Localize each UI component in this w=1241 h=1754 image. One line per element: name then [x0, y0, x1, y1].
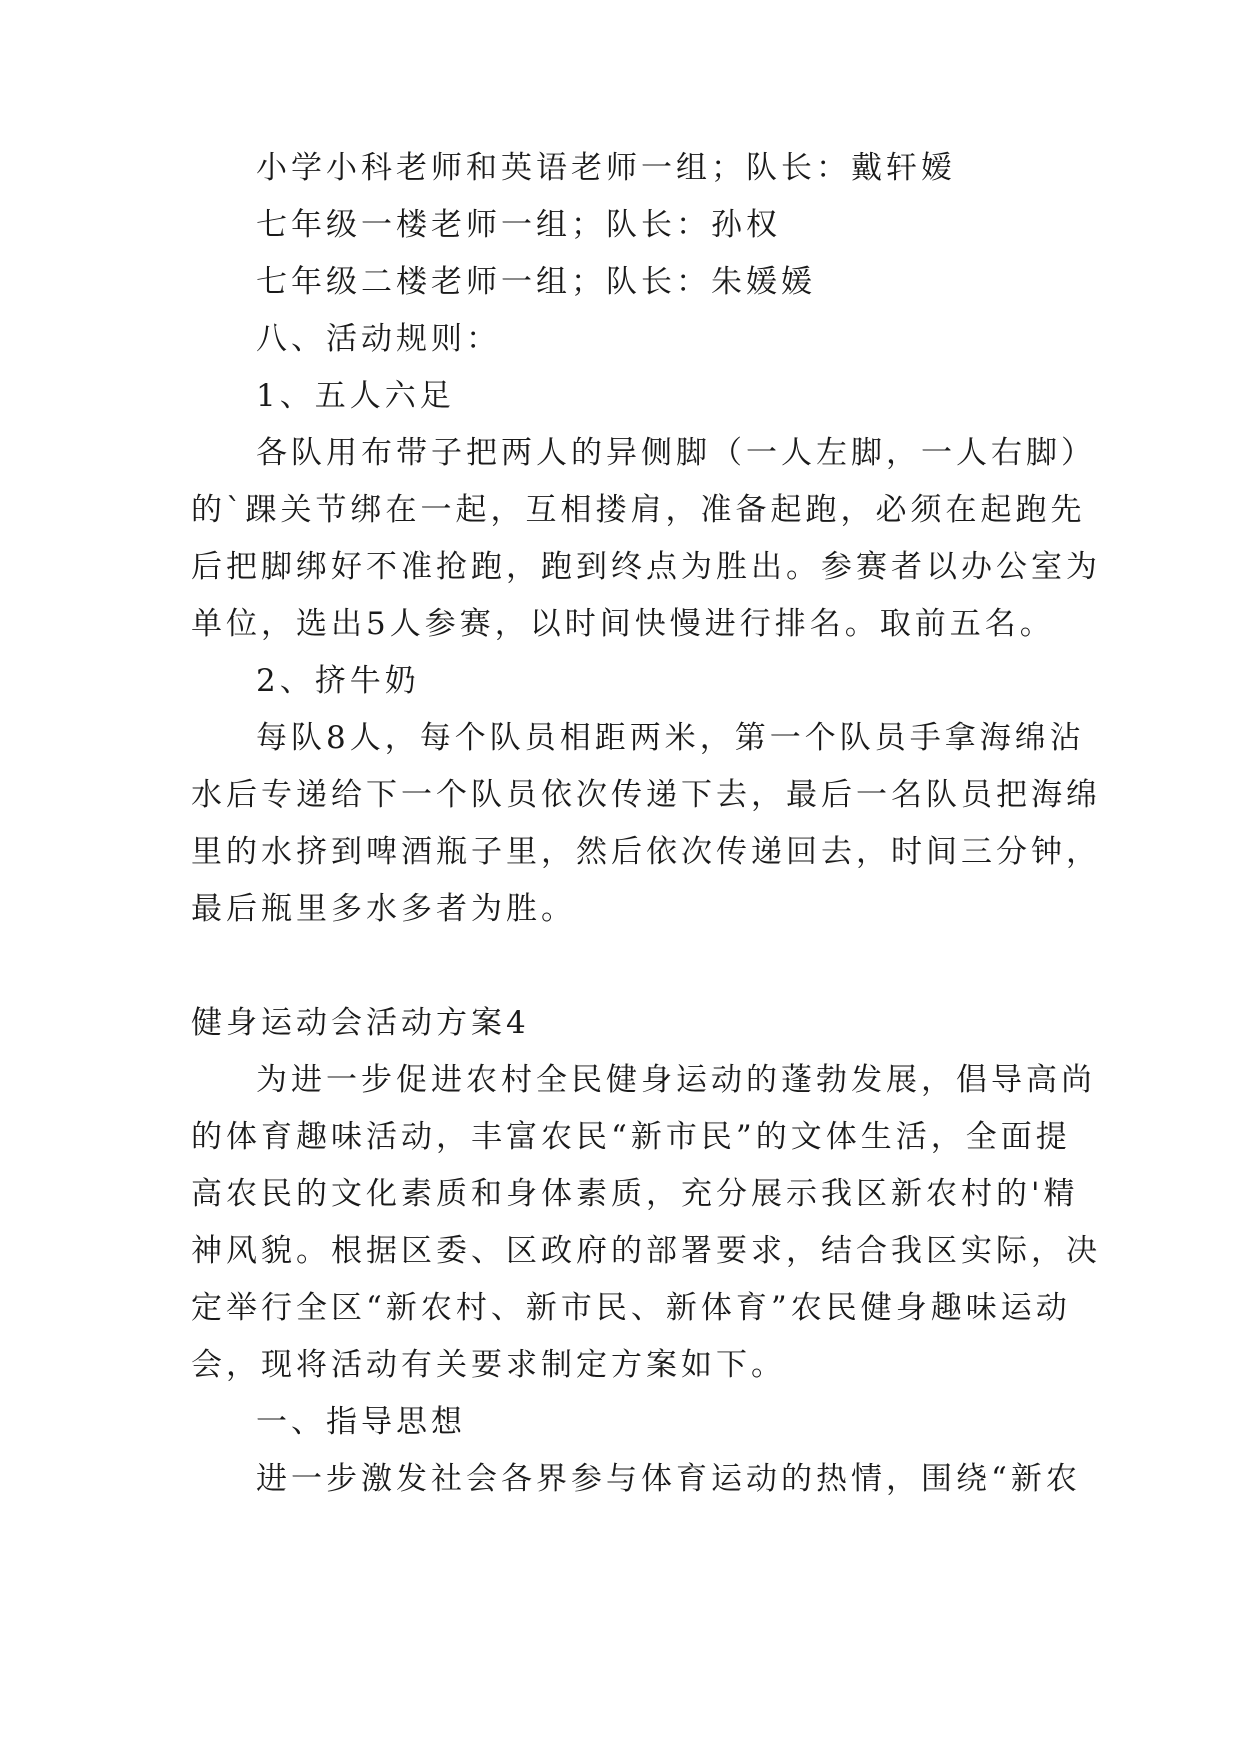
intro-paragraph-line: 会，现将活动有关要求制定方案如下。 [191, 1347, 786, 1383]
team-line: 七年级一楼老师一组；队长：孙权 [256, 207, 781, 243]
intro-paragraph-line: 定举行全区“新农村、新市民、新体育”农民健身趣味运动 [191, 1290, 1071, 1326]
rule1-paragraph-line: 单位，选出5人参赛，以时间快慢进行排名。取前五名。 [191, 606, 1055, 642]
rule2-title: 2、挤牛奶 [256, 663, 420, 699]
guiding-paragraph-line: 进一步激发社会各界参与体育运动的热情，围绕“新农 [256, 1461, 1081, 1497]
intro-paragraph-line: 为进一步促进农村全民健身运动的蓬勃发展，倡导高尚 [256, 1062, 1096, 1098]
rule2-paragraph-line: 每队8人，每个队员相距两米，第一个队员手拿海绵沾 [256, 720, 1085, 756]
intro-paragraph-line: 高农民的文化素质和身体素质，充分展示我区新农村的'精 [191, 1176, 1079, 1212]
section-title: 健身运动会活动方案4 [191, 1005, 530, 1041]
rules-heading: 八、活动规则： [256, 321, 501, 357]
team-line: 七年级二楼老师一组；队长：朱媛媛 [256, 264, 816, 300]
rule2-paragraph-line: 水后专递给下一个队员依次传递下去，最后一名队员把海绵 [191, 777, 1101, 813]
intro-paragraph-line: 神风貌。根据区委、区政府的部署要求，结合我区实际，决 [191, 1233, 1101, 1269]
rule1-paragraph-line: 后把脚绑好不准抢跑，跑到终点为胜出。参赛者以办公室为 [191, 549, 1101, 585]
rule2-paragraph-line: 里的水挤到啤酒瓶子里，然后依次传递回去，时间三分钟， [191, 834, 1101, 870]
guiding-heading: 一、指导思想 [256, 1404, 466, 1440]
rule1-paragraph-line: 各队用布带子把两人的异侧脚（一人左脚，一人右脚） [256, 435, 1096, 471]
team-line: 小学小科老师和英语老师一组；队长：戴轩嫒 [256, 150, 956, 186]
rule2-paragraph-line: 最后瓶里多水多者为胜。 [191, 891, 576, 927]
rule1-paragraph-line: 的`踝关节绑在一起，互相搂肩，准备起跑，必须在起跑先 [191, 492, 1086, 528]
intro-paragraph-line: 的体育趣味活动，丰富农民“新市民”的文体生活，全面提 [191, 1119, 1071, 1155]
rule1-title: 1、五人六足 [256, 378, 455, 414]
